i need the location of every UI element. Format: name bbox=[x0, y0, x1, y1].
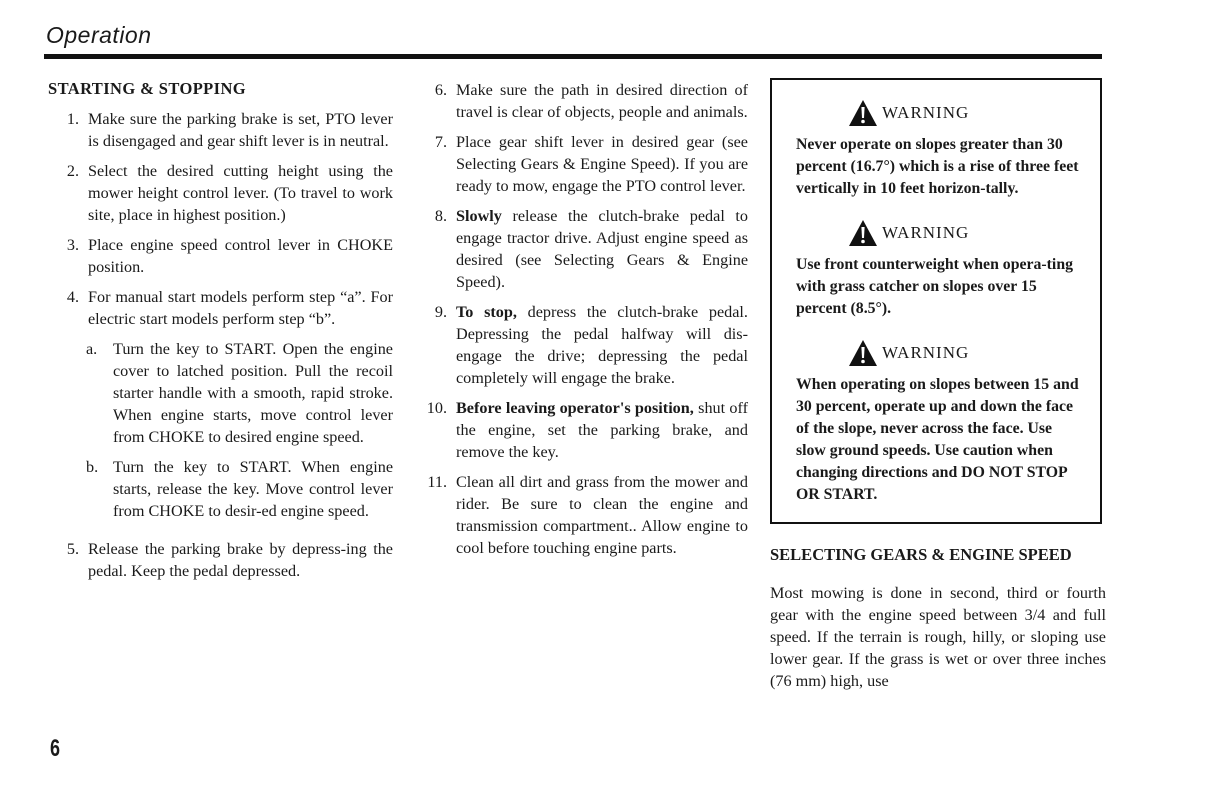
item-body: release the clutch-brake pedal to engage tractor drive. Adjust engine speed as desired (see Selecting Gears & Engine Speed). bbox=[456, 207, 748, 291]
warning-header bbox=[848, 218, 1082, 248]
header-rule bbox=[44, 54, 1102, 59]
item-number: 5. bbox=[66, 540, 79, 558]
section-title-selecting-gears: SELECTING GEARS & ENGINE SPEED bbox=[770, 545, 1072, 564]
sub-item-text: Turn the key to START. When engine starts, release the key. Move control lever from CHOKE to desir-ed engine speed. bbox=[113, 458, 393, 520]
item-number: 7. bbox=[434, 133, 447, 151]
warning-header bbox=[848, 98, 1082, 128]
item-text bbox=[456, 79, 748, 123]
item-number: 9. bbox=[434, 303, 447, 321]
warning-triangle-icon bbox=[848, 339, 878, 367]
item-number: 6. bbox=[434, 81, 447, 99]
list-item bbox=[416, 301, 748, 389]
warning-label: WARNING bbox=[882, 103, 970, 122]
item-text bbox=[456, 301, 748, 389]
item-number: 2. bbox=[66, 162, 79, 180]
item-bold-lead: Slowly bbox=[456, 207, 502, 225]
warning-label: WARNING bbox=[882, 223, 970, 242]
page-number: 6 bbox=[50, 735, 61, 762]
item-body: depress the clutch-brake pedal. Depressing the pedal halfway will dis-engage the drive; depressing the pedal completely will engage the brake. bbox=[456, 303, 748, 387]
list-item bbox=[48, 286, 393, 330]
warning-triangle-icon bbox=[848, 219, 878, 247]
page-header: Operation bbox=[46, 22, 152, 48]
warning-text: Never operate on slopes greater than 30 percent (16.7°) which is a rise of three feet vertically in 10 feet horizon-tally. bbox=[796, 136, 1079, 197]
item-number: 4. bbox=[66, 288, 79, 306]
item-text bbox=[456, 131, 748, 197]
item-text: Release the parking brake by depress-ing the pedal. Keep the pedal depressed. bbox=[88, 540, 393, 580]
item-body: Make sure the path in desired direction of travel is clear of objects, people and animals. bbox=[456, 81, 748, 121]
sub-list-item bbox=[86, 338, 393, 448]
list-item bbox=[416, 397, 748, 463]
warning-box bbox=[770, 78, 1102, 524]
item-bold-lead: Before leaving operator's position, bbox=[456, 399, 694, 417]
column-starting-stopping bbox=[48, 78, 393, 590]
sub-item-text: Turn the key to START. Open the engine cover to latched position. Pull the recoil starter handle with a smooth, rapid stroke. When engine starts, move control lever from CHOKE to desired engine speed. bbox=[113, 340, 393, 446]
warning-triangle-icon bbox=[848, 99, 878, 127]
list-item bbox=[416, 79, 748, 123]
item-number: 3. bbox=[66, 236, 79, 254]
list-item bbox=[416, 205, 748, 293]
list-item bbox=[48, 160, 393, 226]
item-text: Select the desired cutting height using the mower height control lever. (To travel to work site, place in highest position.) bbox=[88, 162, 393, 224]
item-body: Place gear shift lever in desired gear (see Selecting Gears & Engine Speed). If you are ready to mow, engage the PTO control lever. bbox=[456, 133, 748, 195]
item-number: 8. bbox=[434, 207, 447, 225]
list-item bbox=[48, 234, 393, 278]
item-text: Place engine speed control lever in CHOKE position. bbox=[88, 236, 393, 276]
warning-header bbox=[848, 338, 1082, 368]
list-item bbox=[416, 471, 748, 559]
item-text bbox=[456, 397, 748, 463]
sub-list-item bbox=[86, 456, 393, 522]
item-body: shut off the engine, set the parking brake, and remove the key. bbox=[456, 399, 748, 461]
column-warnings bbox=[770, 78, 1106, 692]
sub-item-letter: b. bbox=[86, 458, 99, 476]
item-text bbox=[456, 205, 748, 293]
item-number: 1. bbox=[66, 110, 79, 128]
warning-text: Use front counterweight when opera-ting with grass catcher on slopes over 15 percent (8.5°). bbox=[796, 256, 1074, 317]
item-number: 11. bbox=[427, 473, 447, 491]
warning-label: WARNING bbox=[882, 343, 970, 362]
column-operation-steps bbox=[416, 79, 748, 567]
section-title-starting-stopping: STARTING & STOPPING bbox=[48, 79, 247, 98]
item-text: For manual start models perform step “a”. For electric start models perform step “b”. bbox=[88, 288, 393, 328]
item-text: Make sure the parking brake is set, PTO lever is disengaged and gear shift lever is in neutral. bbox=[88, 110, 393, 150]
list-item bbox=[48, 108, 393, 152]
item-text bbox=[456, 471, 748, 559]
list-item bbox=[48, 538, 393, 582]
gears-paragraph: Most mowing is done in second, third or fourth gear with the engine speed between 3/4 and full speed. If the terrain is rough, hilly, or sloping use lower gear. If the grass is wet or over three inches (76 mm) high, use bbox=[770, 584, 1106, 690]
list-item bbox=[416, 131, 748, 197]
item-body: Clean all dirt and grass from the mower and rider. Be sure to clean the engine and transmission compartment.. Allow engine to cool before touching engine parts. bbox=[456, 473, 748, 557]
item-bold-lead: To stop, bbox=[456, 303, 517, 321]
warning-text: When operating on slopes between 15 and 30 percent, operate up and down the face of the slope, never across the face. Use slow ground speeds. Use caution when changing directions and DO NOT STOP OR START. bbox=[796, 376, 1079, 503]
sub-item-letter: a. bbox=[86, 340, 98, 358]
item-number: 10. bbox=[426, 399, 447, 417]
